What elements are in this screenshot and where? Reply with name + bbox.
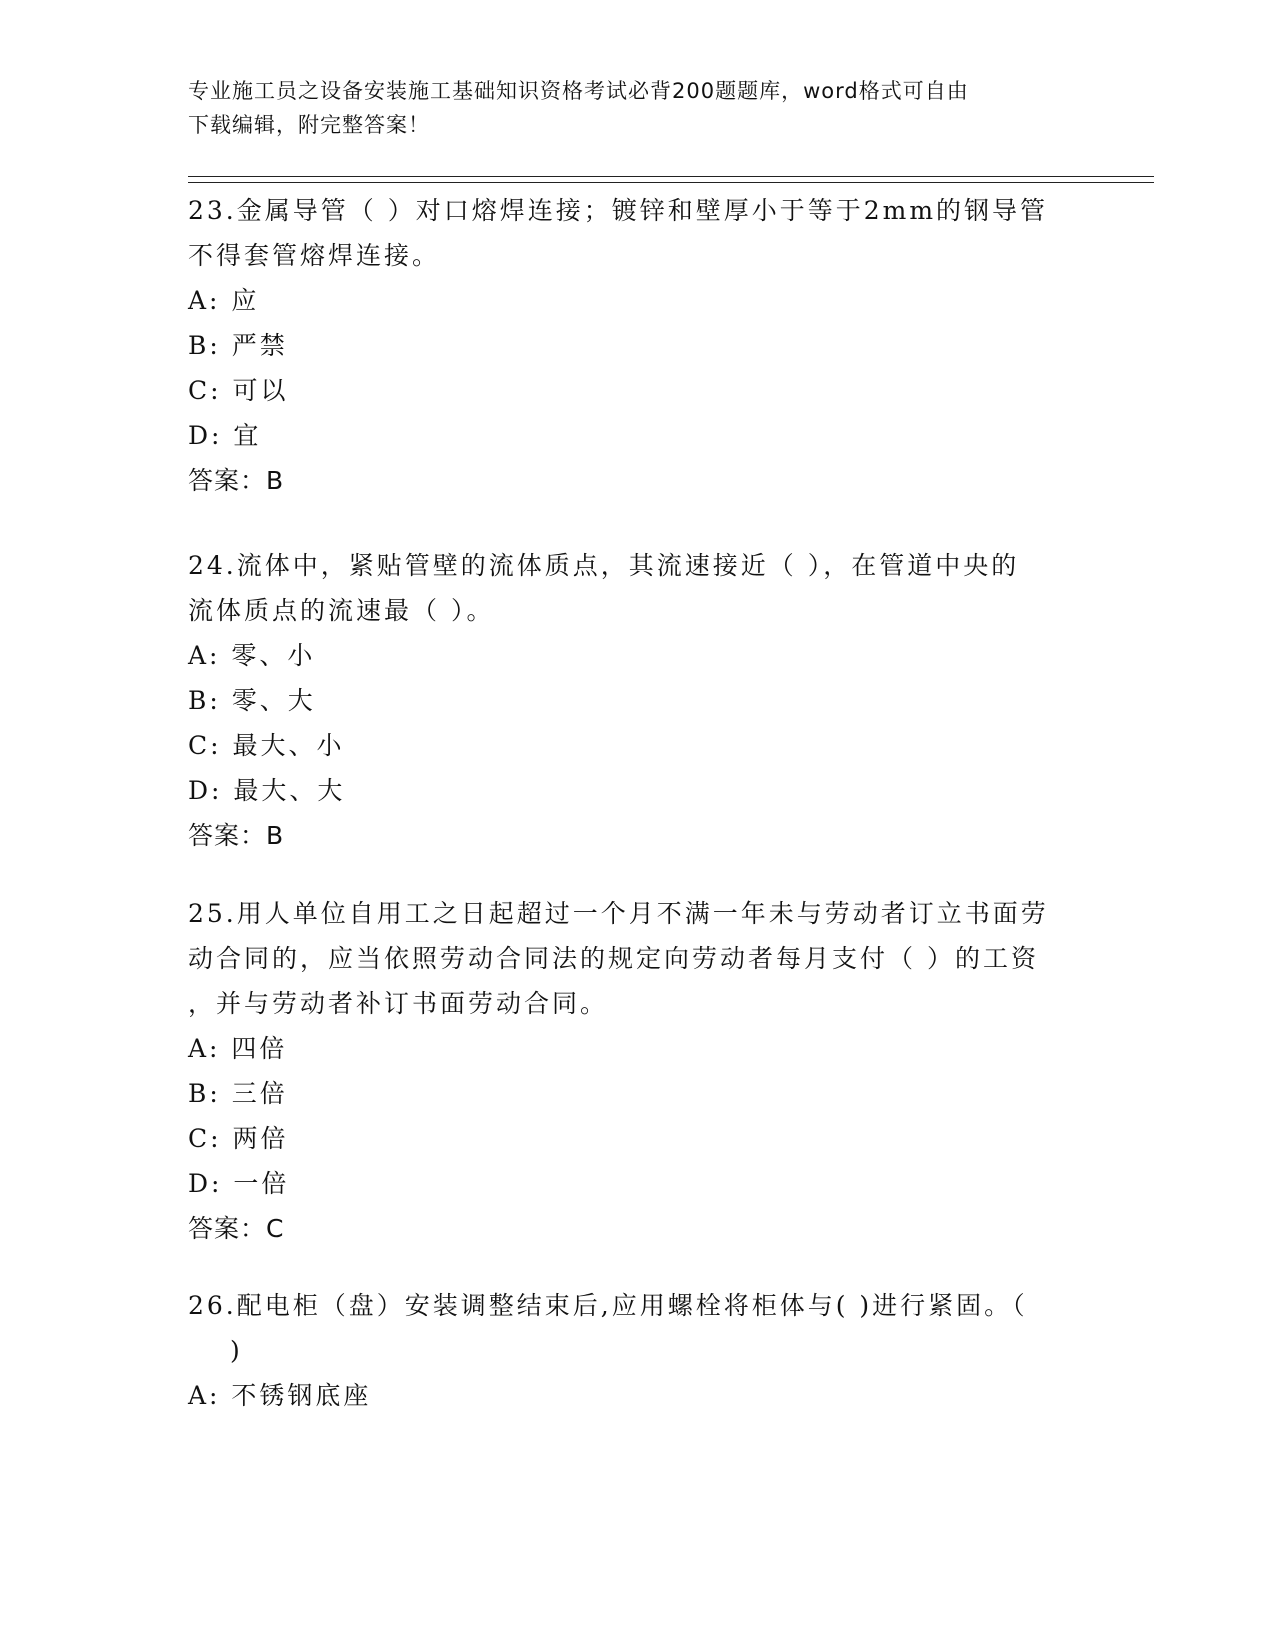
option-a: A: 零、小 xyxy=(188,641,316,670)
question-stem-line: ，并与劳动者补订书面劳动合同。 xyxy=(188,989,609,1018)
option-d: D: 最大、大 xyxy=(188,776,346,805)
question-stem-line: 流体质点的流速最（ ）。 xyxy=(188,596,495,625)
question-stem-line: 26.配电柜（盘）安装调整结束后,应用螺栓将柜体与( )进行紧固。（ xyxy=(188,1291,1028,1320)
option-c: C: 可以 xyxy=(188,376,289,405)
option-a: A: 不锈钢底座 xyxy=(188,1381,372,1410)
header-divider-bottom xyxy=(188,182,1154,183)
option-d: D: 一倍 xyxy=(188,1169,290,1198)
question-stem-line: 不得套管熔焊连接。 xyxy=(188,241,441,270)
header-line-2: 下载编辑，附完整答案！ xyxy=(188,113,430,137)
answer-line: 答案：B xyxy=(188,466,285,495)
option-d: D: 宜 xyxy=(188,421,262,450)
option-b: B: 三倍 xyxy=(188,1079,288,1108)
question-stem-line: 动合同的，应当依照劳动合同法的规定向劳动者每月支付（ ）的工资 xyxy=(188,944,1039,973)
question-26 xyxy=(188,1283,1088,1418)
option-b: B: 严禁 xyxy=(188,331,288,360)
question-24 xyxy=(188,543,1088,858)
header-line-1: 专业施工员之设备安装施工基础知识资格考试必背200题题库，word格式可自由 xyxy=(188,79,969,103)
question-stem-line: 24.流体中，紧贴管壁的流体质点，其流速接近（ ），在管道中央的 xyxy=(188,551,1020,580)
question-stem-line: 23.金属导管（ ）对口熔焊连接；镀锌和壁厚小于等于2mm的钢导管 xyxy=(188,196,1049,225)
question-23 xyxy=(188,188,1088,503)
answer-line: 答案：C xyxy=(188,1214,285,1243)
question-stem-line: 25.用人单位自用工之日起超过一个月不满一年未与劳动者订立书面劳 xyxy=(188,899,1049,928)
option-c: C: 两倍 xyxy=(188,1124,289,1153)
option-a: A: 四倍 xyxy=(188,1034,288,1063)
option-c: C: 最大、小 xyxy=(188,731,345,760)
option-a: A: 应 xyxy=(188,286,260,315)
header-divider-top xyxy=(188,176,1154,177)
question-stem-line: ) xyxy=(230,1336,243,1365)
option-b: B: 零、大 xyxy=(188,686,316,715)
document-header xyxy=(188,74,1078,142)
question-25 xyxy=(188,891,1088,1251)
answer-line: 答案：B xyxy=(188,821,285,850)
